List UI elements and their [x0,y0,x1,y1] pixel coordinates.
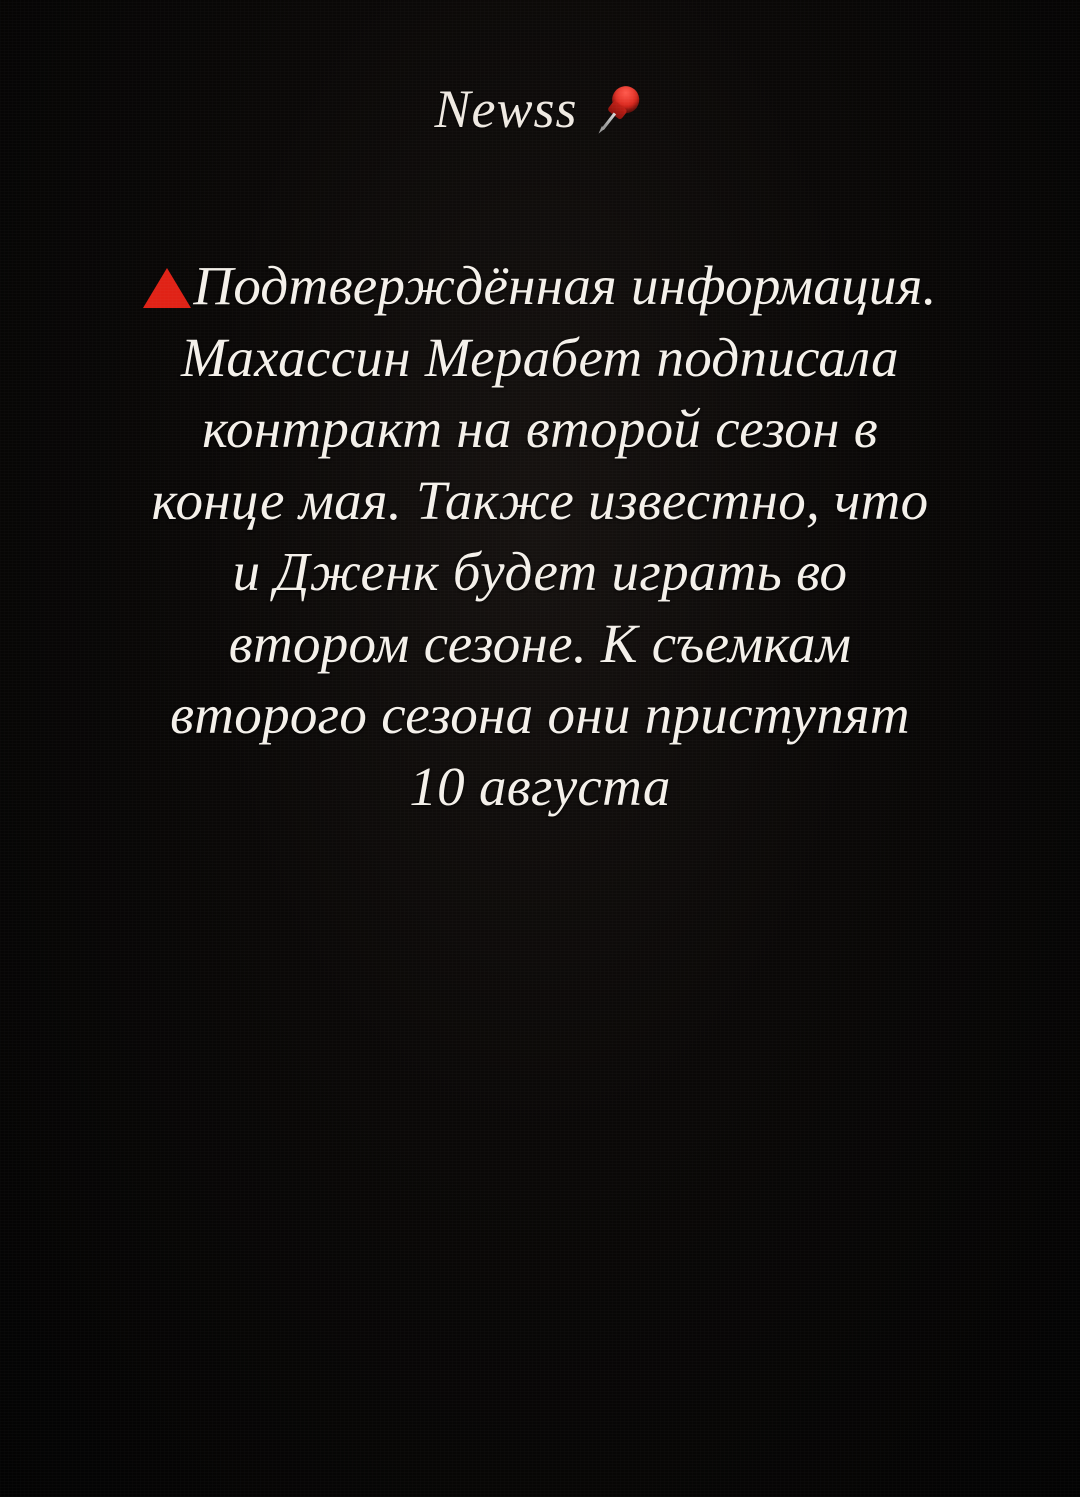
red-triangle-icon [143,268,191,308]
story-header [0,78,1080,140]
pushpin-icon [581,71,657,147]
brand-title: Newss [434,79,578,139]
story-body [140,250,940,822]
post-text: Подтверждённая информация. Махассин Мерабет подписала контракт на второй сезон в конце мая. Также известно, что и Дженк будет играть во втором сезоне. К съемкам второго сезона они приступят 10 августа [151,255,937,817]
pushpin-needle [601,112,616,130]
